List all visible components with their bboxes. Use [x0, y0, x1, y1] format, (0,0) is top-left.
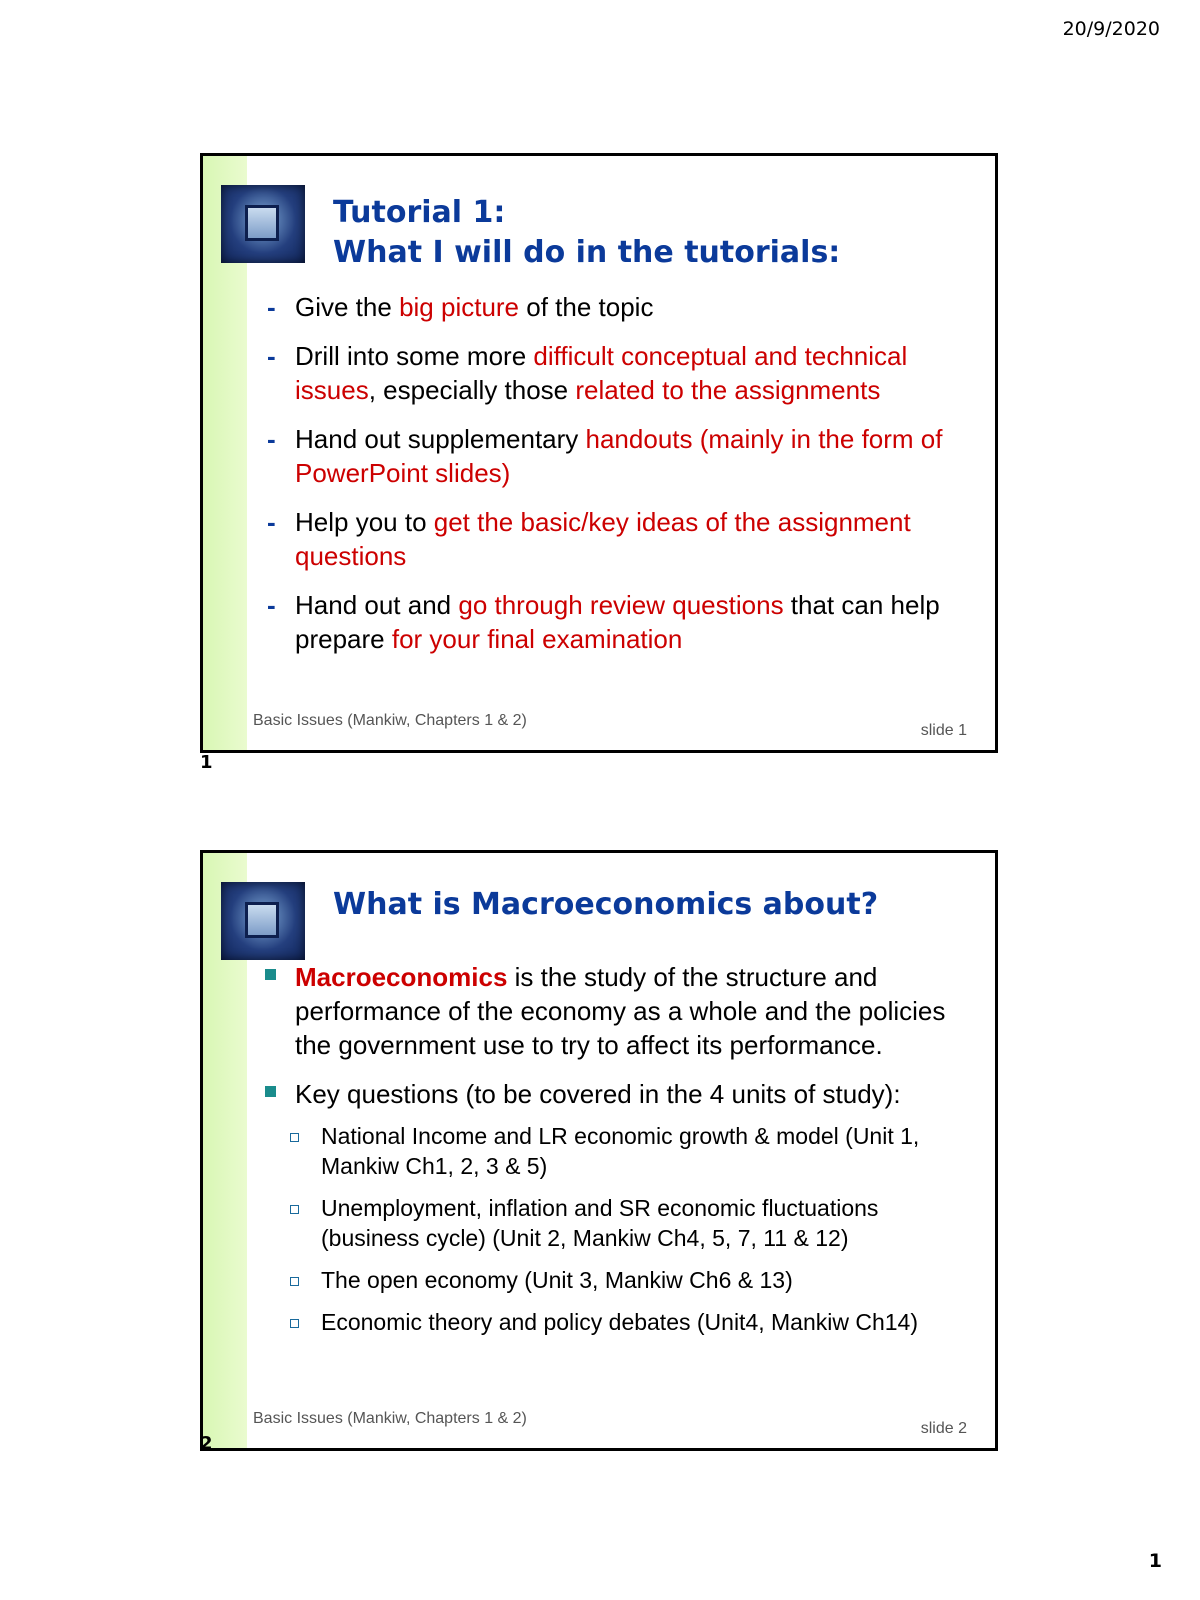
list-item: - Drill into some more difficult conceptual and technical issues, especially those related to the assignments — [263, 339, 965, 407]
slide-title: What is Macroeconomics about? — [333, 887, 879, 922]
slide-footer: Basic Issues (Mankiw, Chapters 1 & 2) — [253, 1410, 527, 1427]
list-item: - Give the big picture of the topic — [263, 290, 965, 324]
sub-list-item: The open economy (Unit 3, Mankiw Ch6 & 13) — [263, 1265, 965, 1295]
slide-number-label: slide 2 — [920, 1420, 967, 1437]
bullet-list — [263, 960, 965, 1349]
list-item: Macroeconomics is the study of the structure and performance of the economy as a whole and the policies the government use to try to affect its performance. — [263, 960, 965, 1062]
slide-footer: Basic Issues (Mankiw, Chapters 1 & 2) — [253, 712, 527, 729]
list-item: - Hand out supplementary handouts (mainly in the form of PowerPoint slides) — [263, 422, 965, 490]
sub-list-item: Unemployment, inflation and SR economic fluctuations (business cycle) (Unit 2, Mankiw Ch4, 5, 7, 11 & 12) — [263, 1193, 965, 1253]
slide-number-label: slide 1 — [920, 722, 967, 739]
sub-list-item: National Income and LR economic growth & model (Unit 1, Mankiw Ch1, 2, 3 & 5) — [263, 1121, 965, 1181]
slide-title: Tutorial 1: What I will do in the tutorials: — [333, 195, 841, 270]
window-logo-icon — [221, 882, 305, 960]
slide-label: 2 — [200, 1433, 213, 1454]
window-logo-icon — [221, 185, 305, 263]
page-date: 20/9/2020 — [1062, 18, 1160, 40]
sub-list-item: Economic theory and policy debates (Unit4, Mankiw Ch14) — [263, 1307, 965, 1337]
slide-label: 1 — [200, 752, 213, 773]
slide-2 — [200, 850, 998, 1451]
bullet-list — [263, 290, 965, 671]
list-item: Key questions (to be covered in the 4 units of study): — [263, 1077, 965, 1111]
page-number: 1 — [1148, 1550, 1162, 1572]
slide-1 — [200, 153, 998, 753]
list-item: - Hand out and go through review questions that can help prepare for your final examination — [263, 588, 965, 656]
list-item: - Help you to get the basic/key ideas of the assignment questions — [263, 505, 965, 573]
